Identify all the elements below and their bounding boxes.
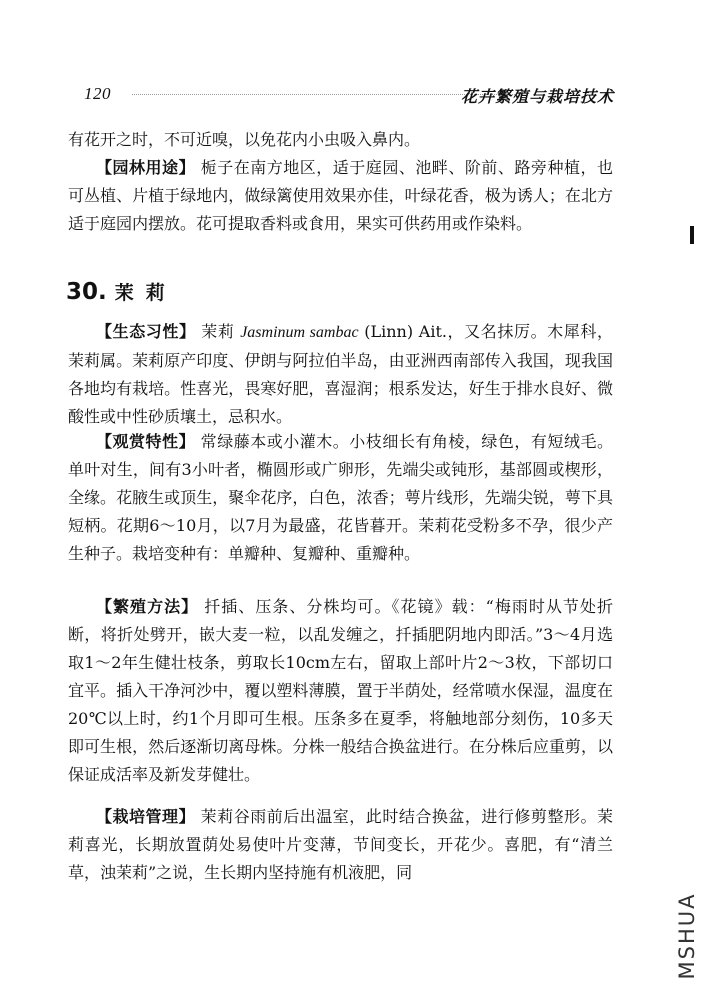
ecology-label: 【生态习性】 [96,322,196,341]
header-rule [132,94,517,97]
section-heading [66,278,177,305]
watermark [672,882,702,990]
intro-text: 有花开之时，不可近嗅，以免花内小虫吸入鼻内。 [68,130,421,149]
ornamental-label: 【观赏特性】 [96,432,196,451]
page-number: 120 [84,84,111,103]
ornamental-text: 常绿藤本或小灌木。小枝细长有角棱，绿色，有短绒毛。单叶对生，间有3小叶者，椭圆形或广卵形，先端尖或钝形，基部圆或楔形，全缘。花腋生或顶生，聚伞花序，白色，浓香；萼片线形，先端尖锐，萼下具短柄。花期6～10月，以7月为最盛，花皆暮开。茉莉花受粉多不孕，很少产生种子。栽培变种有：单瓣种、复瓣种、重瓣种。 [68,432,613,563]
section-number: 30. [66,279,107,305]
section-name: 茉莉 [114,282,177,304]
latin-name: Jasminum sambac [240,324,359,341]
intro-paragraph [68,126,613,154]
margin-mark [690,226,694,244]
ecology-text-before: 茉莉 [195,322,241,341]
ecology-paragraph [68,318,613,431]
cultivation-paragraph [68,803,613,887]
ornamental-paragraph [68,428,613,568]
landscape-use-label: 【园林用途】 [96,158,196,177]
cultivation-label: 【栽培管理】 [96,807,196,826]
cultivation-text: 茉莉谷雨前后出温室，此时结合换盆，进行修剪整形。茉莉喜光，长期放置荫处易使叶片变薄，节间变长，开花少。喜肥，有“清兰草，浊茉莉”之说，生长期内坚持施有机液肥，同 [68,807,613,882]
propagation-text: 扦插、压条、分株均可。《花镜》载：“梅雨时从节处折断，将折处劈开，嵌大麦一粒，以乱发缠之，扦插肥阴地内即活。”3～4月选取1～2年生健壮枝条，剪取长10cm左右，留取上部叶片2～3枚，下部切口宜平。插入干净河沙中，覆以塑料薄膜，置于半荫处，经常喷水保湿，温度在20℃以上时，约1个月即可生根。压条多在夏季，将触地部分刻伤，10多天即可生根，然后逐渐切离母株。分株一般结合换盆进行。在分株后应重剪，以保证成活率及新发芽健壮。 [68,597,613,784]
watermark-text: MSHUA [675,892,699,980]
page-header [84,84,614,108]
ecology-text-after: (Linn) Ait.，又名抹厉。木犀科，茉莉属。茉莉原产印度、伊朗与阿拉伯半岛，由亚洲西南部传入我国，现我国各地均有栽培。性喜光，畏寒好肥，喜湿润；根系发达，好生于排水良好、微酸性或中性砂质壤土，忌积水。 [68,322,613,426]
running-title: 花卉繁殖与栽培技术 [460,87,614,106]
landscape-use-paragraph [68,154,613,238]
propagation-label: 【繁殖方法】 [96,597,199,616]
landscape-use-text: 栀子在南方地区，适于庭园、池畔、阶前、路旁种植，也可丛植、片植于绿地内，做绿篱使用效果亦佳，叶绿花香，极为诱人；在北方适于庭园内摆放。花可提取香料或食用，果实可供药用或作染料。 [68,158,613,233]
propagation-paragraph [68,593,613,789]
